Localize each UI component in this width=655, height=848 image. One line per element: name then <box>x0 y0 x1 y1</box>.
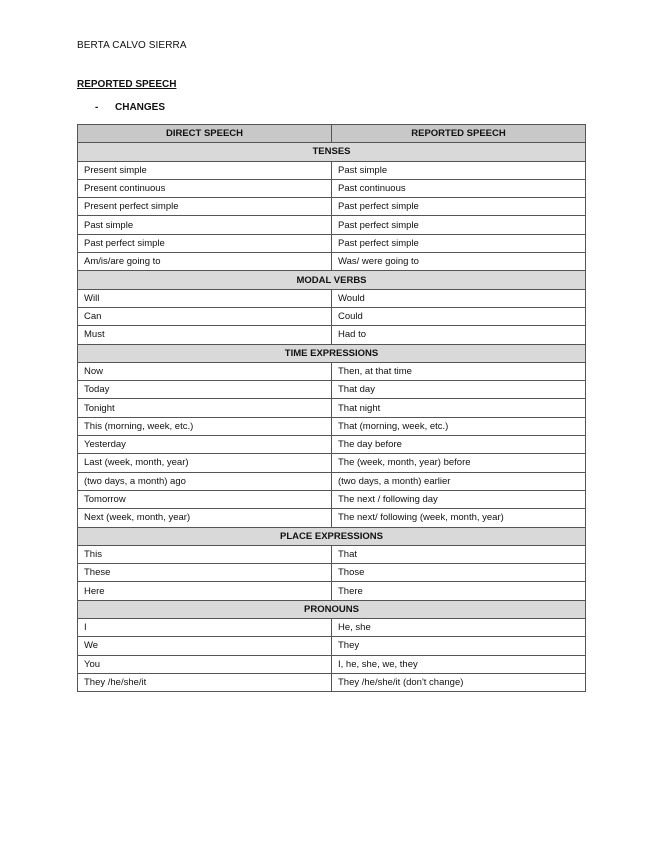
direct-speech-cell: You <box>78 655 332 673</box>
reported-speech-cell: The (week, month, year) before <box>332 454 586 472</box>
reported-speech-cell: They /he/she/it (don't change) <box>332 673 586 691</box>
table-row <box>78 216 586 234</box>
section-header-row <box>78 271 586 289</box>
table-row <box>78 545 586 563</box>
direct-speech-cell: Will <box>78 289 332 307</box>
bullet-dash: - <box>95 102 99 113</box>
reported-speech-cell: There <box>332 582 586 600</box>
direct-speech-cell: Present simple <box>78 161 332 179</box>
reported-speech-cell: Then, at that time <box>332 362 586 380</box>
direct-speech-cell: Now <box>78 362 332 380</box>
direct-speech-cell: Present perfect simple <box>78 198 332 216</box>
table-row <box>78 253 586 271</box>
table-row <box>78 472 586 490</box>
reported-speech-cell: That day <box>332 381 586 399</box>
table-row <box>78 637 586 655</box>
section-title: TENSES <box>78 143 586 161</box>
table-header-row <box>78 125 586 143</box>
reported-speech-cell: That <box>332 545 586 563</box>
direct-speech-cell: They /he/she/it <box>78 673 332 691</box>
author-name: BERTA CALVO SIERRA <box>77 40 187 51</box>
direct-speech-cell: (two days, a month) ago <box>78 472 332 490</box>
reported-speech-cell: He, she <box>332 619 586 637</box>
direct-speech-cell: Past simple <box>78 216 332 234</box>
table-row <box>78 582 586 600</box>
table-row <box>78 655 586 673</box>
reported-speech-cell: The day before <box>332 436 586 454</box>
table-row <box>78 417 586 435</box>
direct-speech-cell: Can <box>78 307 332 325</box>
table-row <box>78 381 586 399</box>
table-row <box>78 490 586 508</box>
direct-speech-cell: This <box>78 545 332 563</box>
direct-speech-cell: Next (week, month, year) <box>78 509 332 527</box>
table-row <box>78 234 586 252</box>
direct-speech-cell: Tonight <box>78 399 332 417</box>
section-header-row <box>78 527 586 545</box>
section-title: TIME EXPRESSIONS <box>78 344 586 362</box>
direct-speech-cell: We <box>78 637 332 655</box>
section-header-row <box>78 143 586 161</box>
reported-speech-cell: Could <box>332 307 586 325</box>
direct-speech-cell: These <box>78 564 332 582</box>
section-title: PLACE EXPRESSIONS <box>78 527 586 545</box>
reported-speech-cell: They <box>332 637 586 655</box>
direct-speech-cell: Must <box>78 326 332 344</box>
section-header-row <box>78 344 586 362</box>
reported-speech-cell: Would <box>332 289 586 307</box>
direct-speech-cell: I <box>78 619 332 637</box>
reported-speech-table <box>77 124 586 692</box>
table-row <box>78 307 586 325</box>
table-row <box>78 326 586 344</box>
section-title: PRONOUNS <box>78 600 586 618</box>
direct-speech-cell: Present continuous <box>78 179 332 197</box>
direct-speech-cell: Tomorrow <box>78 490 332 508</box>
direct-speech-cell: This (morning, week, etc.) <box>78 417 332 435</box>
direct-speech-cell: Today <box>78 381 332 399</box>
table-body <box>78 143 586 692</box>
table-row <box>78 179 586 197</box>
reported-speech-cell: That (morning, week, etc.) <box>332 417 586 435</box>
document-title: REPORTED SPEECH <box>77 79 177 90</box>
table-row <box>78 289 586 307</box>
reported-speech-cell: I, he, she, we, they <box>332 655 586 673</box>
reported-speech-cell: Past simple <box>332 161 586 179</box>
reported-speech-cell: (two days, a month) earlier <box>332 472 586 490</box>
header-direct-speech: DIRECT SPEECH <box>78 125 332 143</box>
table-row <box>78 362 586 380</box>
direct-speech-cell: Last (week, month, year) <box>78 454 332 472</box>
table-row <box>78 454 586 472</box>
reported-speech-cell: Past perfect simple <box>332 198 586 216</box>
direct-speech-cell: Am/is/are going to <box>78 253 332 271</box>
reported-speech-cell: The next / following day <box>332 490 586 508</box>
reported-speech-cell: Had to <box>332 326 586 344</box>
direct-speech-cell: Yesterday <box>78 436 332 454</box>
bullet-item <box>95 102 165 113</box>
direct-speech-cell: Past perfect simple <box>78 234 332 252</box>
table-row <box>78 619 586 637</box>
reported-speech-cell: That night <box>332 399 586 417</box>
reported-speech-cell: Was/ were going to <box>332 253 586 271</box>
reported-speech-cell: Past perfect simple <box>332 234 586 252</box>
table-row <box>78 673 586 691</box>
section-title: MODAL VERBS <box>78 271 586 289</box>
bullet-text: CHANGES <box>115 102 166 113</box>
table-row <box>78 161 586 179</box>
direct-speech-cell: Here <box>78 582 332 600</box>
table-row <box>78 198 586 216</box>
reported-speech-cell: Past continuous <box>332 179 586 197</box>
header-reported-speech: REPORTED SPEECH <box>332 125 586 143</box>
section-header-row <box>78 600 586 618</box>
table-row <box>78 399 586 417</box>
reported-speech-cell: The next/ following (week, month, year) <box>332 509 586 527</box>
table-row <box>78 436 586 454</box>
reported-speech-cell: Past perfect simple <box>332 216 586 234</box>
table-row <box>78 564 586 582</box>
reported-speech-cell: Those <box>332 564 586 582</box>
table-row <box>78 509 586 527</box>
